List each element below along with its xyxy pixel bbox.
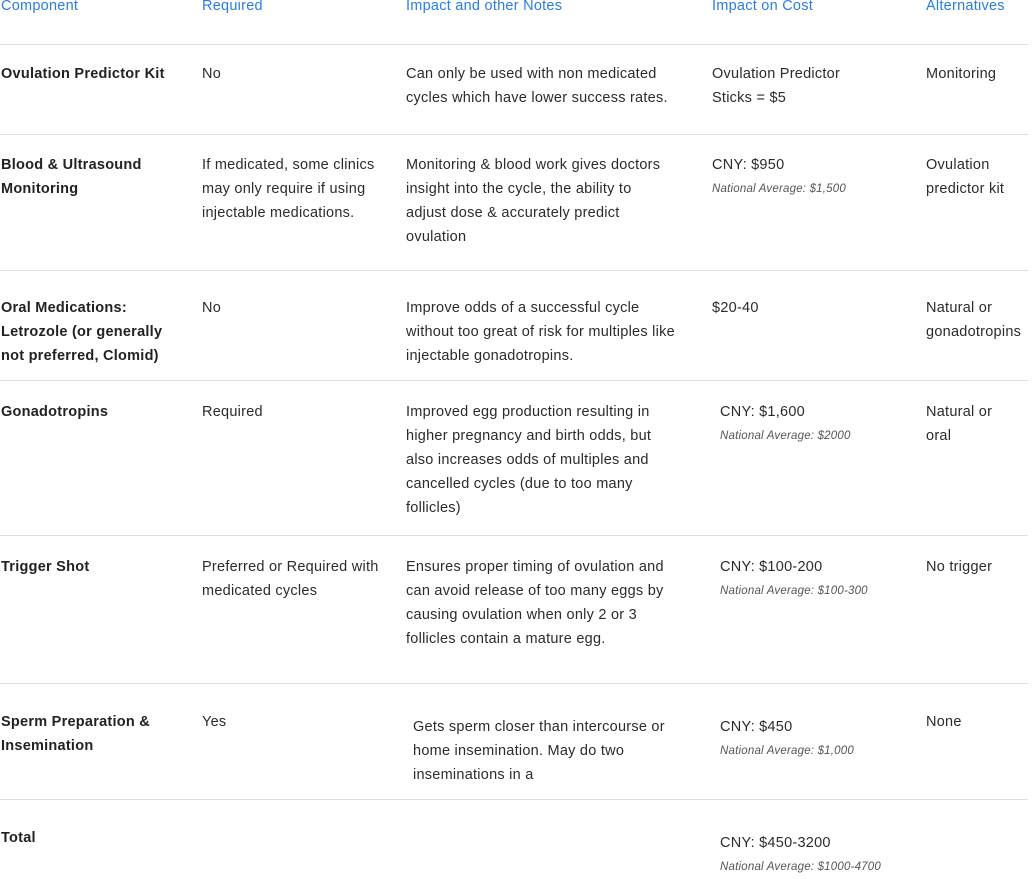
row-impact: Can only be used with non medicated cycles which have lower success rates. — [406, 66, 668, 106]
header-required: Required — [202, 0, 263, 14]
row-divider — [0, 380, 1028, 381]
row-divider — [0, 799, 1028, 800]
row-component: Trigger Shot — [1, 559, 90, 575]
national-average: National Average: $1000-4700 — [720, 861, 881, 873]
national-average: National Average: $1,000 — [720, 745, 854, 757]
cost-value: CNY: $450 — [720, 719, 793, 735]
national-average: National Average: $100-300 — [720, 585, 868, 597]
row-divider — [0, 535, 1028, 536]
row-component: Ovulation Predictor Kit — [1, 66, 165, 82]
row-cost — [712, 296, 912, 320]
row-impact: Monitoring & blood work gives doctors insight into the cycle, the ability to adjust dose & accurately predict ovulation — [406, 157, 661, 245]
row-alternatives: No trigger — [926, 559, 993, 575]
row-component: Gonadotropins — [1, 404, 109, 420]
cost-value: CNY: $1,600 — [720, 404, 805, 420]
row-alternatives: Natural or oral — [926, 404, 993, 444]
header-impact: Impact and other Notes — [406, 0, 563, 14]
row-impact: Ensures proper timing of ovulation and can avoid release of too many eggs by causing ovulation when only 2 or 3 follicles contain a mature egg. — [406, 559, 664, 647]
cost-value: CNY: $450-3200 — [720, 835, 831, 851]
row-cost — [720, 400, 920, 448]
row-component: Oral Medications: Letrozole (or generally not preferred, Clomid) — [1, 300, 163, 364]
row-impact: Improved egg production resulting in higher pregnancy and birth odds, but also increases odds of multiples and cancelled cycles (due to too many follicles) — [406, 404, 652, 516]
row-cost — [720, 715, 920, 763]
header-alternatives: Alternatives — [926, 0, 1005, 14]
row-cost — [720, 555, 920, 603]
cost-value: CNY: $100-200 — [720, 559, 823, 575]
row-divider — [0, 683, 1028, 684]
header-cost: Impact on Cost — [712, 0, 814, 14]
row-required: No — [202, 66, 222, 82]
row-divider — [0, 270, 1028, 271]
cost-value: Ovulation Predictor Sticks = $5 — [712, 66, 841, 106]
total-label: Total — [1, 830, 36, 846]
row-divider — [0, 44, 1028, 45]
row-alternatives: Monitoring — [926, 66, 997, 82]
row-required: If medicated, some clinics may only require if using injectable medications. — [202, 157, 375, 221]
row-impact: Gets sperm closer than intercourse or home insemination. May do two inseminations in a — [413, 719, 665, 783]
row-required: Yes — [202, 714, 227, 730]
row-cost — [712, 153, 912, 201]
national-average: National Average: $2000 — [720, 430, 851, 442]
row-alternatives: Ovulation predictor kit — [926, 157, 1005, 197]
total-cost — [720, 831, 940, 879]
row-cost — [712, 62, 872, 110]
cost-value: CNY: $950 — [712, 157, 785, 173]
row-required: No — [202, 300, 222, 316]
row-component: Sperm Preparation & Insemination — [1, 714, 150, 754]
row-required: Required — [202, 404, 263, 420]
row-impact: Improve odds of a successful cycle without too great of risk for multiples like injectable gonadotropins. — [406, 300, 675, 364]
header-component: Component — [1, 0, 79, 14]
cost-value: $20-40 — [712, 300, 759, 316]
row-component: Blood & Ultrasound Monitoring — [1, 157, 142, 197]
row-divider — [0, 134, 1028, 135]
row-required: Preferred or Required with medicated cycles — [202, 559, 379, 599]
row-alternatives: Natural or gonadotropins — [926, 300, 1022, 340]
row-alternatives: None — [926, 714, 962, 730]
national-average: National Average: $1,500 — [712, 183, 846, 195]
